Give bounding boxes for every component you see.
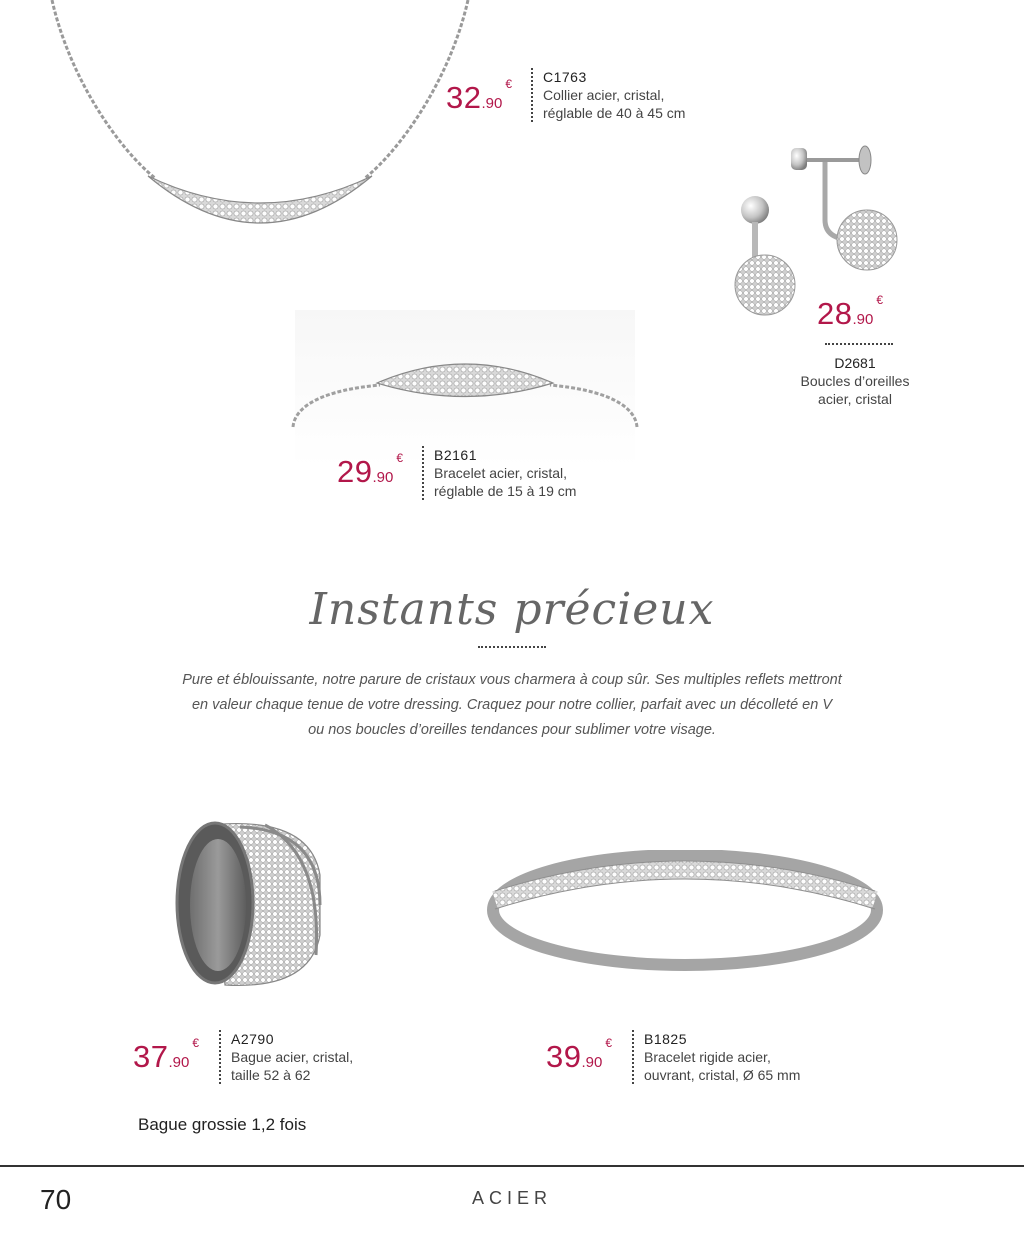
product-code: B2161	[434, 447, 477, 463]
intro-line: Pure et éblouissante, notre parure de cristaux vous charmera à coup sûr. Ses multiples reflets mettront	[182, 672, 842, 688]
price-a2790: 37.90€	[133, 1036, 200, 1074]
bracelet-image	[285, 345, 645, 445]
price-decimals: 90	[172, 1054, 190, 1071]
dotted-separator	[825, 343, 893, 345]
ring-image	[170, 815, 330, 995]
price-d2681: 28.90€	[817, 293, 884, 331]
necklace-image	[30, 0, 500, 250]
intro-line: ou nos boucles d’oreilles tendances pour sublimer votre visage.	[308, 722, 716, 738]
intro-line: en valeur chaque tenue de votre dressing. Craquez pour notre collier, parfait avec un décolleté en V	[191, 697, 832, 713]
product-code: A2790	[231, 1031, 274, 1047]
product-desc-b1825	[632, 1030, 800, 1084]
earrings-image	[725, 140, 915, 320]
desc-line: Boucles d’oreilles	[800, 373, 910, 389]
ring-magnification-caption: Bague grossie 1,2 fois	[138, 1115, 307, 1134]
currency-symbol: €	[605, 1036, 613, 1050]
currency-symbol: €	[505, 77, 513, 91]
price-integer: 32	[446, 80, 482, 115]
product-code: D2681	[834, 355, 876, 371]
bangle-image	[485, 850, 885, 980]
currency-symbol: €	[876, 293, 884, 307]
product-desc-a2790	[219, 1030, 353, 1084]
desc-line: réglable de 15 à 19 cm	[434, 483, 577, 499]
currency-symbol: €	[396, 451, 404, 465]
desc-line: Collier acier, cristal,	[543, 87, 665, 103]
price-decimals: 90	[856, 311, 874, 328]
section-heading: Instants précieux	[309, 584, 715, 635]
price-integer: 39	[546, 1039, 582, 1074]
price-integer: 29	[337, 454, 373, 489]
price-decimals: 90	[585, 1054, 603, 1071]
currency-symbol: €	[192, 1036, 200, 1050]
desc-line: Bracelet rigide acier,	[644, 1049, 771, 1065]
price-decimals: 90	[376, 469, 394, 486]
page-number: 70	[40, 1184, 72, 1215]
price-b2161: 29.90€	[337, 451, 404, 489]
footer-rule	[0, 1165, 1024, 1167]
price-c1763: 32.90€	[446, 77, 513, 115]
desc-line: réglable de 40 à 45 cm	[543, 105, 686, 121]
product-desc-c1763	[531, 68, 685, 122]
intro-paragraph	[100, 668, 924, 743]
heading-dotted-underline	[478, 646, 546, 648]
price-b1825: 39.90€	[546, 1036, 613, 1074]
product-code: C1763	[543, 69, 587, 85]
desc-line: Bracelet acier, cristal,	[434, 465, 568, 481]
desc-line: taille 52 à 62	[231, 1067, 311, 1083]
product-desc-b2161	[422, 446, 576, 500]
desc-line: acier, cristal	[818, 391, 892, 407]
price-decimals: 90	[485, 95, 503, 112]
section-name: ACIER	[471, 1188, 552, 1208]
product-code: B1825	[644, 1031, 687, 1047]
product-desc-d2681	[780, 354, 930, 408]
desc-line: Bague acier, cristal,	[231, 1049, 354, 1065]
price-integer: 37	[133, 1039, 169, 1074]
desc-line: ouvrant, cristal, Ø 65 mm	[644, 1067, 801, 1083]
price-integer: 28	[817, 296, 853, 331]
